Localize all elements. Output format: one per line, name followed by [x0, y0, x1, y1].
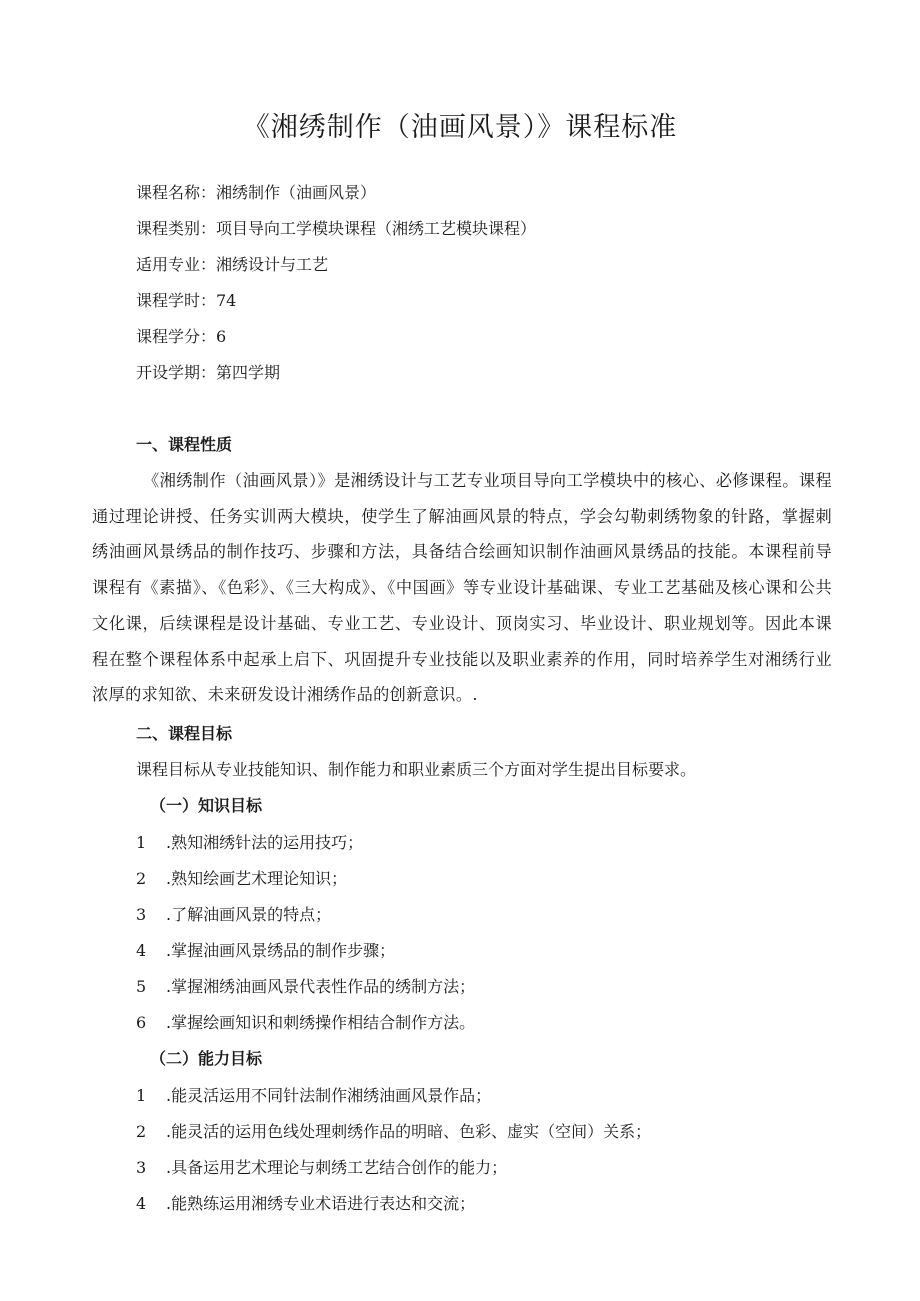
list-item — [136, 1193, 475, 1215]
list-item-text: .能灵活运用不同针法制作湘绣油画风景作品； — [166, 1086, 492, 1105]
list-item-text: .熟知绘画艺术理论知识； — [166, 869, 348, 888]
list-item-number: 1 — [136, 833, 147, 852]
course-category: 课程类别：项目导向工学模块课程（湘绣工艺模块课程） — [136, 219, 537, 238]
course-hours: 课程学时：74 — [136, 291, 237, 310]
course-credits: 课程学分：6 — [136, 327, 227, 346]
goals-intro: 课程目标从专业技能知识、制作能力和职业素质三个方面对学生提出目标要求。 — [136, 760, 697, 779]
list-item-number: 6 — [136, 1013, 147, 1032]
list-item — [136, 904, 331, 926]
document-title: 《湘绣制作（油画风景）》课程标准 — [242, 112, 678, 143]
list-item — [136, 1012, 475, 1034]
list-item-text: .能灵活的运用色线处理刺绣作品的明暗、色彩、虚实（空间）关系； — [166, 1122, 652, 1141]
list-item-text: .掌握油画风景绣品的制作步骤； — [166, 941, 396, 960]
list-item — [136, 1157, 507, 1179]
list-item — [136, 832, 363, 854]
list-item — [136, 1085, 491, 1107]
list-item-number: 3 — [136, 905, 147, 924]
section-paragraph-nature: 《湘绣制作（油画风景）》是湘绣设计与工艺专业项目导向工学模块中的核心、必修课程。课程通过理论讲授、任务实训两大模块，使学生了解油画风景的特点，学会勾勒刺绣物象的针路，掌握刺绣油画风景绣品的制作技巧、步骤和方法，具备结合绘画知识制作油画风景绣品的技能。本课程前导课程有《素描》、《色彩》、《三大构成》、《中国画》等专业设计基础课、专业工艺基础及核心课和公共文化课，后续课程是设计基础、专业工艺、专业设计、顶岗实习、毕业设计、职业规划等。因此本课程在整个课程体系中起承上启下、巩固提升专业技能以及职业素养的作用，同时培养学生对湘绣行业浓厚的求知欲、未来研发设计湘绣作品的创新意识。. — [92, 471, 832, 705]
list-item — [136, 940, 395, 962]
list-item-text: .掌握绘画知识和刺绣操作相结合制作方法。 — [166, 1013, 476, 1032]
list-item-text: .能熟练运用湘绣专业术语进行表达和交流； — [166, 1194, 476, 1213]
list-item-text: .具备运用艺术理论与刺绣工艺结合创作的能力； — [166, 1158, 508, 1177]
section-heading-goals: 二、课程目标 — [136, 724, 233, 743]
course-semester: 开设学期：第四学期 — [136, 363, 281, 382]
list-item-text: .了解油画风景的特点； — [166, 905, 332, 924]
subheading-ability: （二）能力目标 — [150, 1049, 263, 1068]
list-item-number: 4 — [136, 941, 147, 960]
list-item-number: 2 — [136, 869, 147, 888]
list-item-number: 3 — [136, 1158, 147, 1177]
list-item-number: 4 — [136, 1194, 147, 1213]
list-item-text: .掌握湘绣油画风景代表性作品的绣制方法； — [166, 977, 476, 996]
list-item — [136, 1121, 651, 1143]
subheading-knowledge: （一）知识目标 — [150, 796, 263, 815]
list-item — [136, 868, 347, 890]
list-item-number: 2 — [136, 1122, 147, 1141]
applicable-major: 适用专业：湘绣设计与工艺 — [136, 255, 329, 274]
list-item-number: 1 — [136, 1086, 147, 1105]
list-item — [136, 976, 475, 998]
section-heading-nature: 一、课程性质 — [136, 435, 233, 454]
course-name: 课程名称：湘绣制作（油画风景） — [136, 183, 377, 202]
list-item-number: 5 — [136, 977, 147, 996]
list-item-text: .熟知湘绣针法的运用技巧； — [166, 833, 364, 852]
